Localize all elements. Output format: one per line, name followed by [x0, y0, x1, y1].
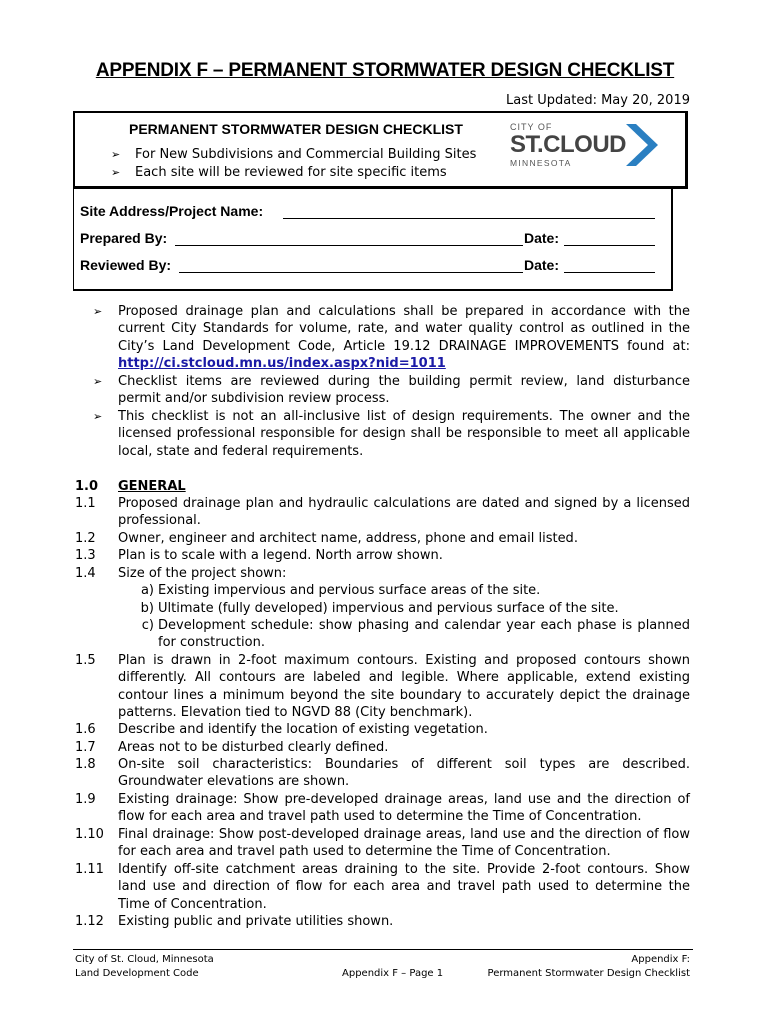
checklist-item: Size of the project shown:: [118, 566, 287, 581]
header-title: PERMANENT STORMWATER DESIGN CHECKLIST: [129, 121, 463, 137]
prepared-by-label: Prepared By:: [80, 230, 168, 246]
item-number: 1.12: [75, 914, 104, 929]
checklist-item: Proposed drainage plan and hydraulic calculations are dated and signed by a licensed professional.: [118, 496, 690, 529]
checklist-item: Plan is to scale with a legend. North arrow shown.: [118, 548, 443, 563]
section-title: GENERAL: [118, 479, 186, 494]
arrow-bullet-icon: ➢: [111, 148, 121, 161]
prepared-date-field[interactable]: [564, 245, 655, 246]
site-address-label: Site Address/Project Name:: [80, 203, 264, 219]
sub-item-label: b): [140, 601, 154, 616]
checklist-item: Identify off-site catchment areas draining to the site. Provide 2-foot contours. Show land use and direction of flow for each area and travel path used to determine the Time of Concentration.: [118, 862, 690, 912]
item-number: 1.10: [75, 827, 104, 842]
item-number: 1.9: [75, 792, 96, 807]
footer-divider: [73, 949, 693, 950]
city-logo: CITY OF ST.CLOUD MINNESOTA: [510, 122, 660, 170]
intro-bullet: ➢ This checklist is not an all-inclusive list of design requirements. The owner and the licensed professional responsible for design shall be responsible to meet all applicable local, state and federal requirements.: [93, 409, 690, 459]
item-number: 1.11: [75, 862, 104, 877]
checklist-item: Plan is drawn in 2-foot maximum contours. Existing and proposed contours shown differently. All contours are labeled and legible. Where applicable, extend existing contour lines a minimum beyond the site boundary to accurately depict the drainage patterns. Elevation tied to NGVD 88 (City benchmark).: [118, 653, 690, 721]
drainage-link[interactable]: http://ci.stcloud.mn.us/index.aspx?nid=1011: [118, 356, 446, 372]
item-number: 1.4: [75, 566, 96, 581]
chevron-right-icon: [626, 124, 658, 166]
prepared-date-label: Date:: [524, 230, 560, 246]
header-bullet: ➢ Each site will be reviewed for site specific items: [111, 165, 447, 180]
item-number: 1.7: [75, 740, 96, 755]
arrow-bullet-icon: ➢: [111, 166, 121, 179]
sub-item: Development schedule: show phasing and calendar year each phase is planned for construction.: [158, 618, 690, 651]
intro-bullet: ➢ Proposed drainage plan and calculations shall be prepared in accordance with the current City Standards for volume, rate, and water quality control as outlined in the City’s Land Development Code, Article 19.12 DRAINAGE IMPROVEMENTS found at: http://ci.stcloud.mn.us/index.aspx?nid=1011: [93, 304, 690, 372]
sub-item: Existing impervious and pervious surface areas of the site.: [158, 583, 541, 598]
footer-page: Appendix F – Page 1: [342, 968, 444, 979]
checklist-item: Final drainage: Show post-developed drainage areas, land use and the direction of flow for each area and travel path used to determine the Time of Concentration.: [118, 827, 690, 860]
arrow-bullet-icon: ➢: [93, 410, 103, 423]
checklist-item: Existing drainage: Show pre-developed drainage areas, land use and the direction of flow for each area and travel path used to determine the Time of Concentration.: [118, 792, 690, 825]
item-number: 1.2: [75, 531, 96, 546]
checklist-item: Existing public and private utilities shown.: [118, 914, 394, 929]
item-number: 1.8: [75, 757, 96, 772]
sub-item-label: a): [140, 583, 154, 598]
intro-bullet: ➢ Checklist items are reviewed during the building permit review, land disturbance permit and/or subdivision review process.: [93, 374, 690, 407]
sub-item-label: c): [141, 618, 154, 633]
item-number: 1.5: [75, 653, 96, 668]
arrow-bullet-icon: ➢: [93, 305, 103, 318]
header-bullet: ➢ For New Subdivisions and Commercial Building Sites: [111, 147, 477, 162]
footer-left: City of St. Cloud, Minnesota Land Development Code: [75, 954, 214, 979]
footer-right: Appendix F: Permanent Stormwater Design Checklist: [487, 954, 690, 979]
section-number: 1.0: [75, 479, 99, 494]
sub-item: Ultimate (fully developed) impervious and pervious surface of the site.: [158, 601, 619, 616]
prepared-by-field[interactable]: [175, 245, 523, 246]
reviewed-date-label: Date:: [524, 257, 560, 273]
checklist-item: Owner, engineer and architect name, address, phone and email listed.: [118, 531, 578, 546]
item-number: 1.3: [75, 548, 96, 563]
reviewed-by-label: Reviewed By:: [80, 257, 172, 273]
reviewed-date-field[interactable]: [564, 272, 655, 273]
item-number: 1.1: [75, 496, 96, 511]
page-title: APPENDIX F – PERMANENT STORMWATER DESIGN CHECKLIST: [95, 60, 675, 81]
item-number: 1.6: [75, 722, 96, 737]
checklist-item: Areas not to be disturbed clearly defined.: [118, 740, 389, 755]
site-address-field[interactable]: [283, 218, 655, 219]
last-updated: Last Updated: May 20, 2019: [506, 93, 690, 108]
reviewed-by-field[interactable]: [179, 272, 523, 273]
checklist-item: Describe and identify the location of existing vegetation.: [118, 722, 488, 737]
arrow-bullet-icon: ➢: [93, 375, 103, 388]
checklist-item: On-site soil characteristics: Boundaries of different soil types are described. Groundwater elevations are shown.: [118, 757, 690, 790]
